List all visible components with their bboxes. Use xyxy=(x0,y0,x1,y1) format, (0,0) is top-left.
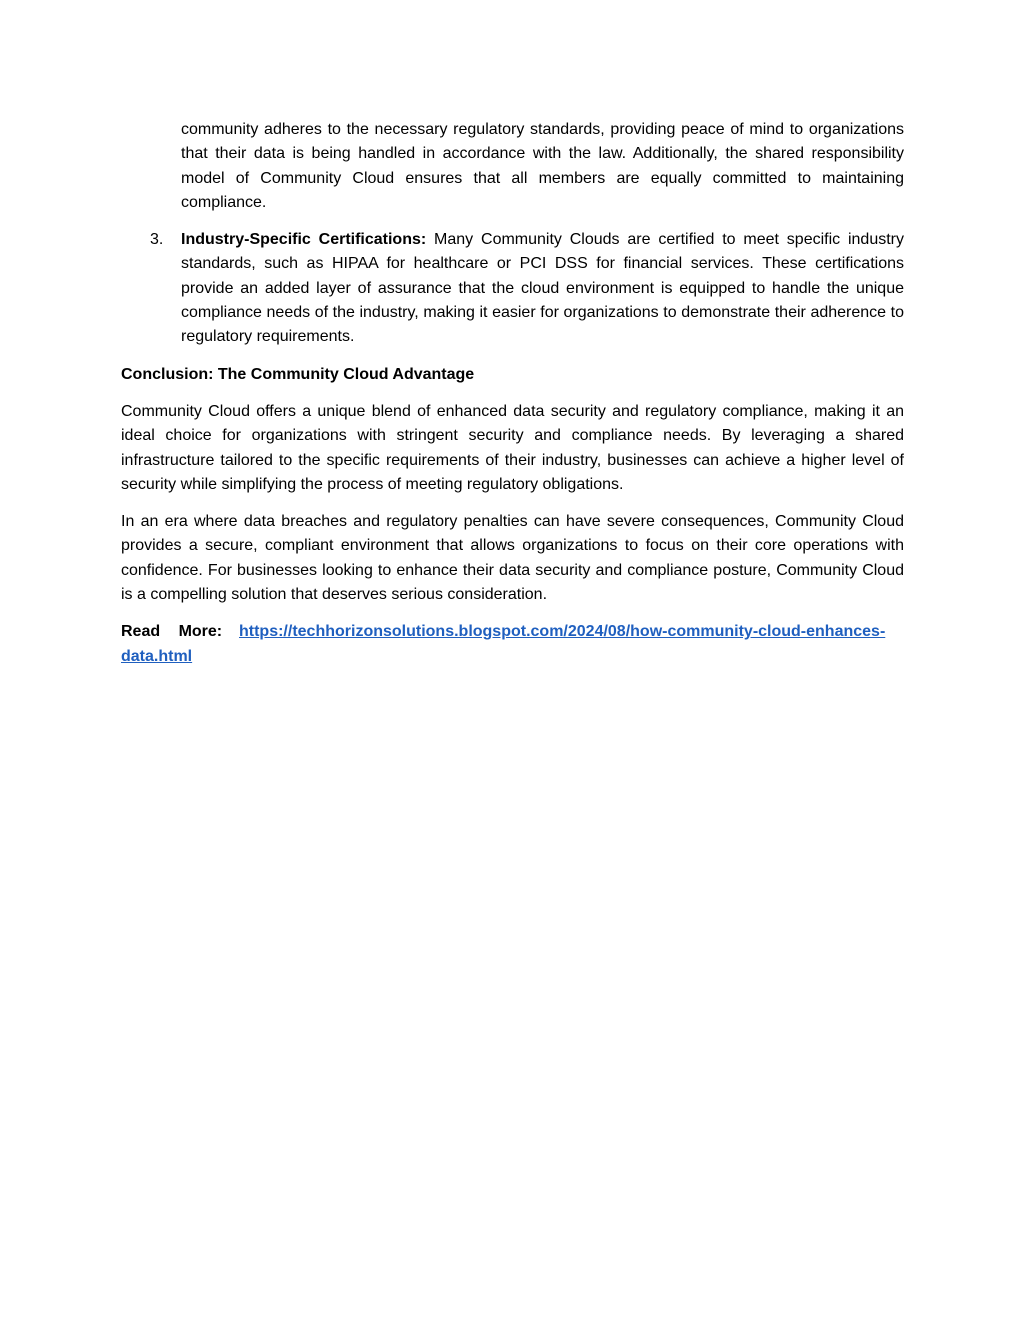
document-page xyxy=(121,118,904,669)
read-more-link[interactable]: https://techhorizonsolutions.blogspot.com/2024/08/how-community-cloud-enhances-data.html xyxy=(121,623,886,665)
list-item-text: Many Community Clouds are certified to meet specific industry standards, such as HIPAA for healthcare or PCI DSS for financial services. These certifications provide an added layer of assurance that the cloud environment is equipped to handle the unique compliance needs of the industry, making it easier for organizations to demonstrate their adherence to regulatory requirements. xyxy=(181,231,905,346)
conclusion-heading: Conclusion: The Community Cloud Advantage xyxy=(121,365,475,383)
list-item-number: 3. xyxy=(150,231,164,249)
conclusion-paragraph-1: Community Cloud offers a unique blend of enhanced data security and regulatory compliance, making it an ideal choice for organizations with stringent security and compliance needs. By leveraging a shared infrastructure tailored to the specific requirements of their industry, businesses can achieve a higher level of security while simplifying the process of meeting regulatory obligations. xyxy=(121,402,904,493)
read-more-line xyxy=(121,620,904,669)
conclusion-paragraph-2: In an era where data breaches and regulatory penalties can have severe consequences, Community Cloud provides a secure, compliant environment that allows organizations to focus on their core operations with confidence. For businesses looking to enhance their data security and compliance posture, Community Cloud is a compelling solution that deserves serious consideration. xyxy=(121,513,904,604)
list-item-title: Industry-Specific Certifications: xyxy=(181,231,427,249)
list-item-3 xyxy=(150,228,905,349)
list-item-body xyxy=(181,228,904,349)
read-more-label: Read More: xyxy=(121,623,223,641)
list-item-continued-text: community adheres to the necessary regulatory standards, providing peace of mind to organizations that their data is being handled in accordance with the law. Additionally, the shared responsibility model of Community Cloud ensures that all members are equally committed to maintaining compliance. xyxy=(181,121,904,211)
